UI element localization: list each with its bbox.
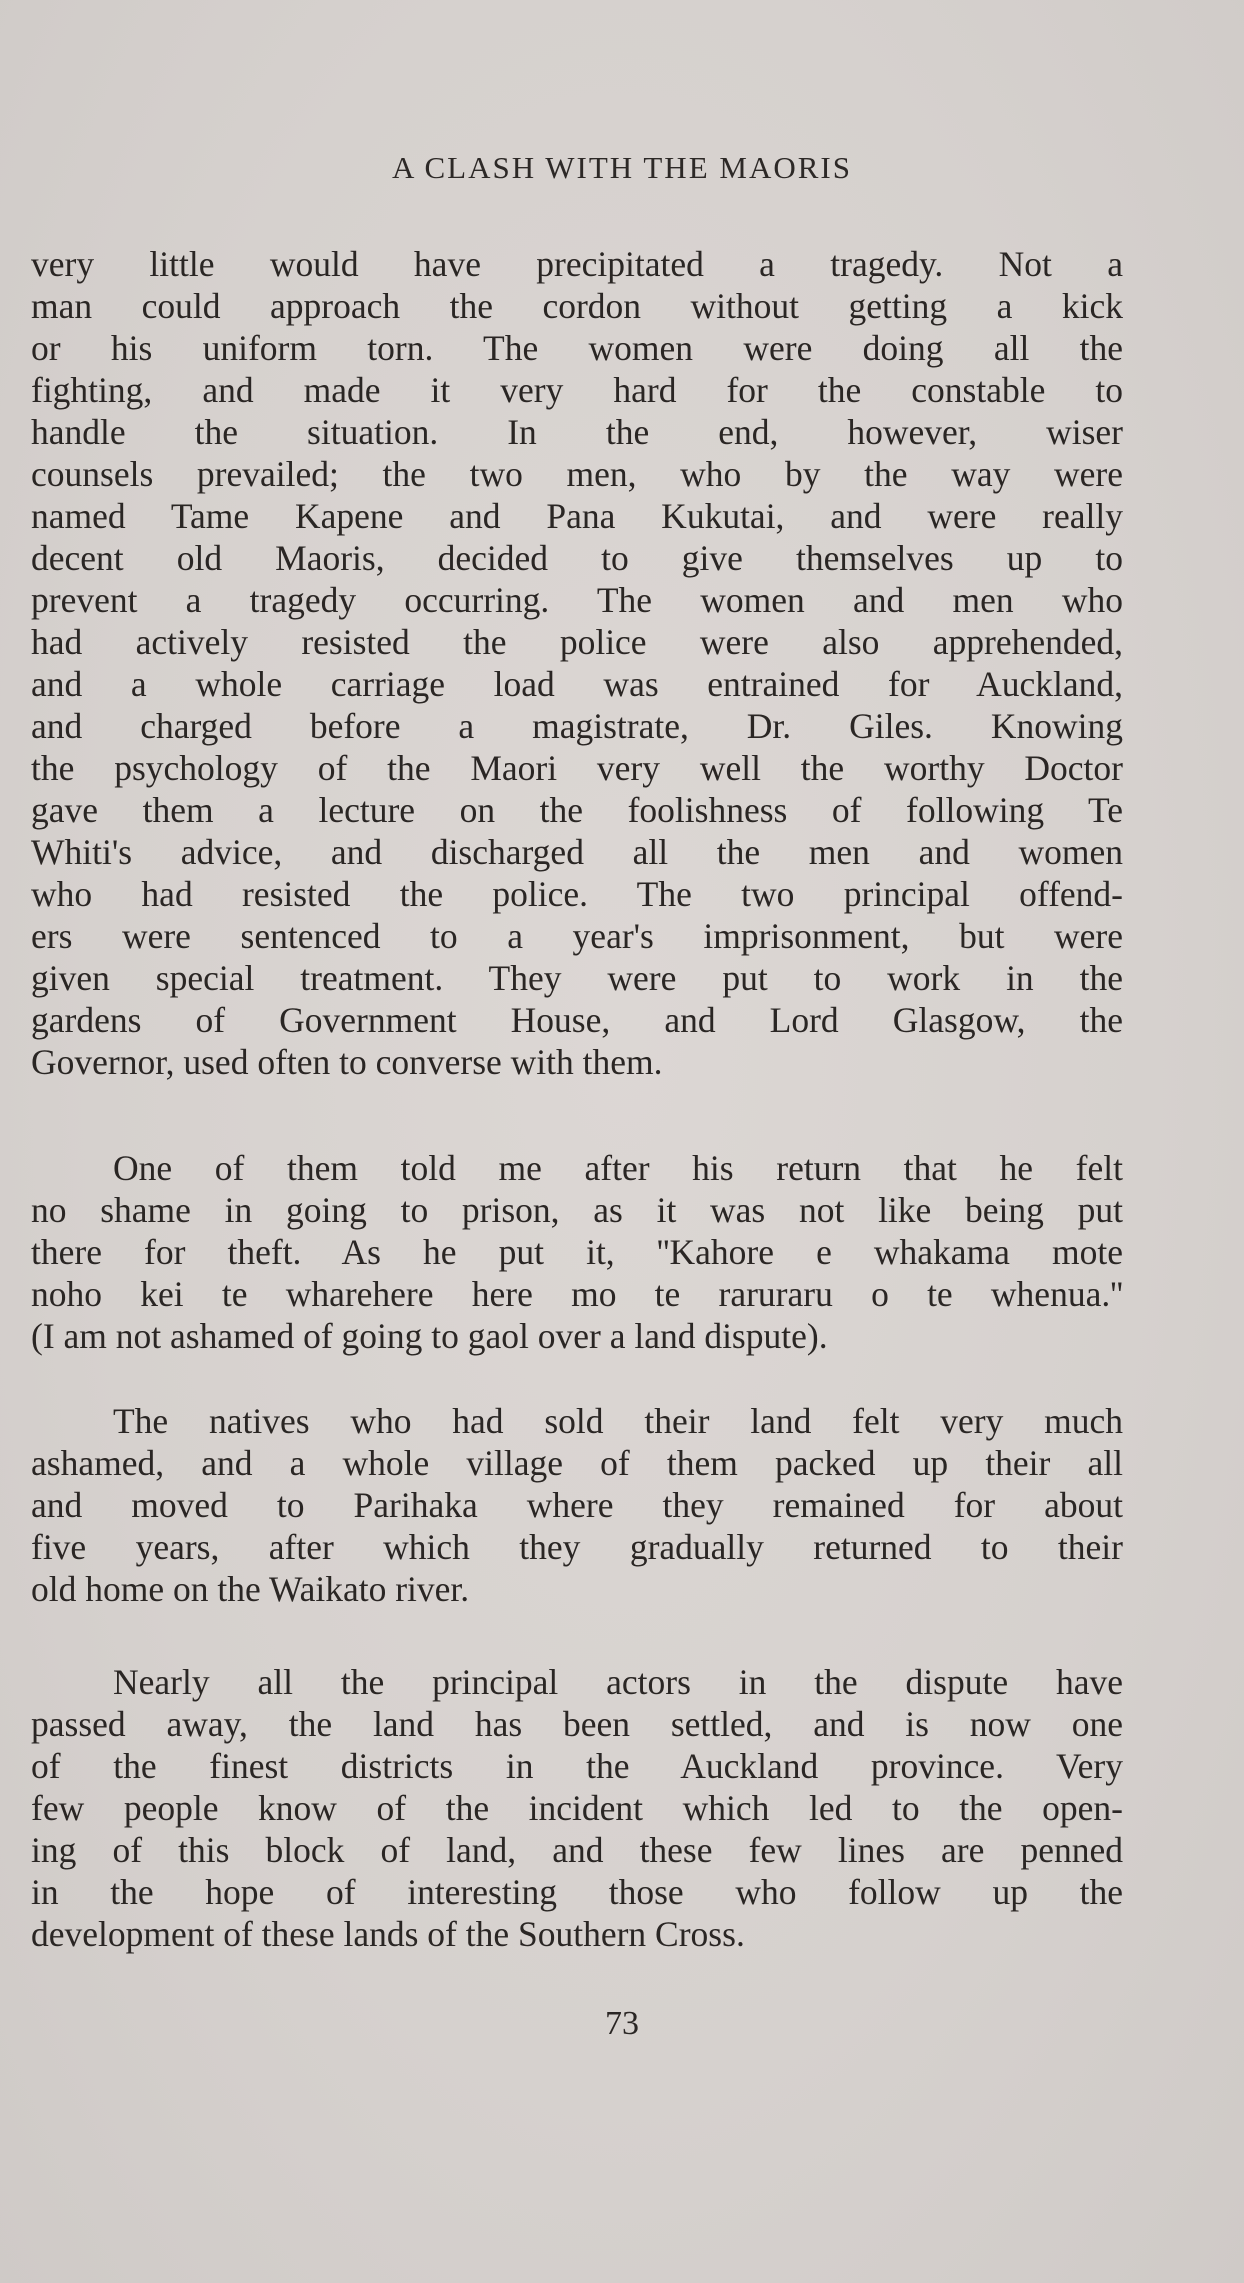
text-line: prevent a tragedy occurring. The women and men who [31,580,1123,620]
text-line: handle the situation. In the end, however, wiser [31,412,1123,452]
text-line: (I am not ashamed of going to gaol over a land dispute). [31,1316,828,1356]
text-line: The natives who had sold their land felt very much [113,1401,1123,1441]
text-line: no shame in going to prison, as it was not like being put [31,1190,1123,1230]
text-line: One of them told me after his return that he felt [113,1148,1123,1188]
text-line: ers were sentenced to a year's imprisonment, but were [31,916,1123,956]
text-line: counsels prevailed; the two men, who by the way were [31,454,1123,494]
text-line: and moved to Parihaka where they remained for about [31,1485,1123,1525]
text-line: there for theft. As he put it, ''Kahore e whakama mote [31,1232,1123,1272]
text-line: or his uniform torn. The women were doing all the [31,328,1123,368]
text-line: the psychology of the Maori very well the worthy Doctor [31,748,1123,788]
running-head: A CLASH WITH THE MAORIS [392,150,852,185]
text-line: fighting, and made it very hard for the constable to [31,370,1123,410]
text-line: and a whole carriage load was entrained for Auckland, [31,664,1123,704]
page-number: 73 [605,2005,639,2042]
text-line: in the hope of interesting those who follow up the [31,1872,1123,1912]
paragraph-4 [31,1661,1123,1955]
text-line: old home on the Waikato river. [31,1569,470,1609]
text-line: had actively resisted the police were also apprehended, [31,622,1123,662]
text-line: five years, after which they gradually returned to their [31,1527,1123,1567]
text-line: few people know of the incident which led to the open- [31,1788,1123,1828]
text-line: passed away, the land has been settled, and is now one [31,1704,1123,1744]
text-line: ing of this block of land, and these few lines are penned [31,1830,1123,1870]
paragraph-1 [31,243,1123,1083]
text-line: gave them a lecture on the foolishness of following Te [31,790,1123,830]
text-line: Governor, used often to converse with them. [31,1042,663,1082]
text-line: very little would have precipitated a tragedy. Not a [31,244,1123,284]
text-line: Nearly all the principal actors in the dispute have [113,1662,1123,1702]
text-line: given special treatment. They were put to work in the [31,958,1123,998]
text-line: man could approach the cordon without getting a kick [31,286,1123,326]
text-line: named Tame Kapene and Pana Kukutai, and were really [31,496,1123,536]
text-line: ashamed, and a whole village of them packed up their all [31,1443,1123,1483]
text-line: gardens of Government House, and Lord Glasgow, the [31,1000,1123,1040]
text-line: development of these lands of the Southern Cross. [31,1914,745,1954]
paragraph-3 [31,1400,1123,1610]
text-line: Whiti's advice, and discharged all the men and women [31,832,1123,872]
text-line: and charged before a magistrate, Dr. Giles. Knowing [31,706,1123,746]
text-line: who had resisted the police. The two principal offend- [31,874,1123,914]
text-line: of the finest districts in the Auckland province. Very [31,1746,1123,1786]
text-line: noho kei te wharehere here mo te raruraru o te whenua.'' [31,1274,1123,1314]
paragraph-2 [31,1147,1123,1357]
text-line: decent old Maoris, decided to give themselves up to [31,538,1123,578]
